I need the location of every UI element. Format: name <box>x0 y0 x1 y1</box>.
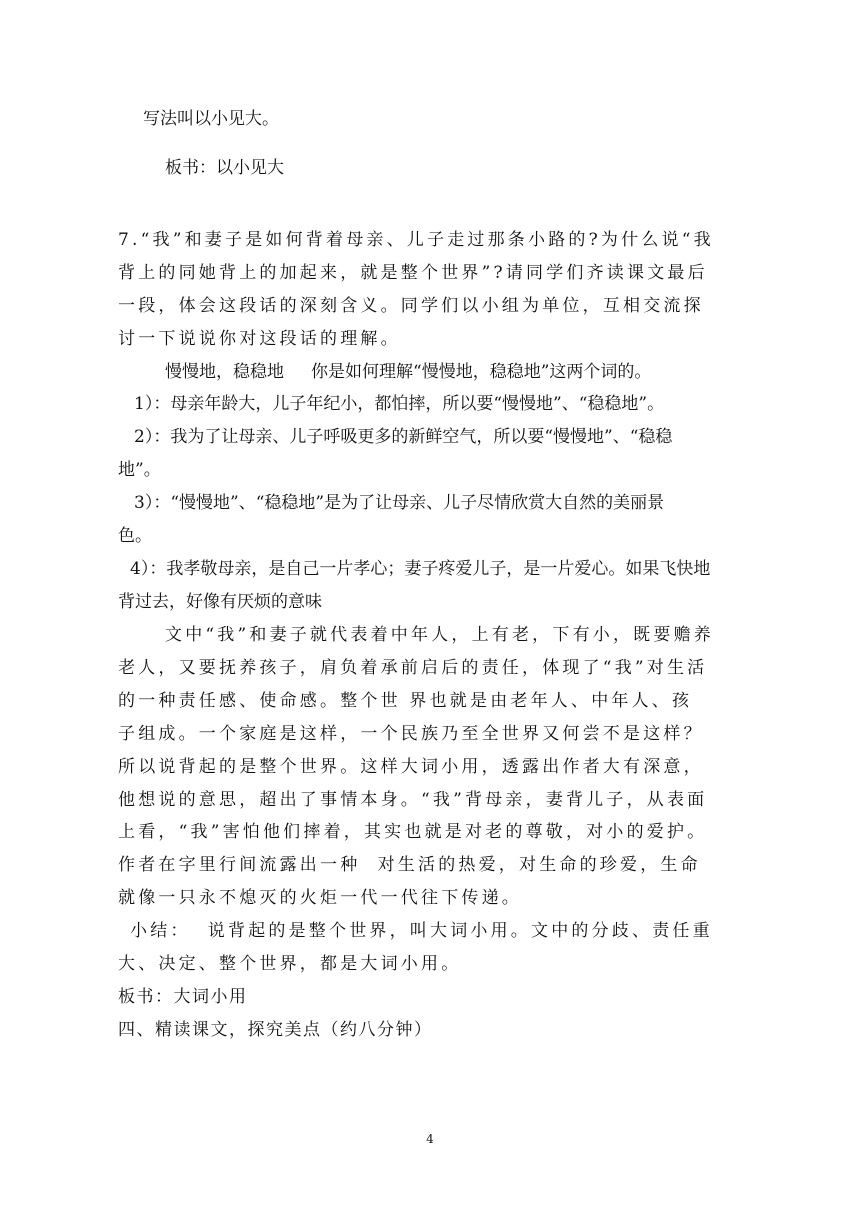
text-line: 上看，“我”害怕他们摔着，其实也就是对老的尊敬，对小的爱护。 <box>118 822 708 842</box>
answer-item-1: 1）：母亲年龄大，儿子年纪小，都怕摔，所以要“慢慢地”、“稳稳地”。 <box>134 394 665 414</box>
text-line: 老人，又要抚养孩子，肩负着承前启后的责任，体现了“我”对生活 <box>118 658 708 678</box>
text-line: 慢慢地，稳稳地 你是如何理解“慢慢地，稳稳地”这两个词的。 <box>165 362 652 382</box>
page-number: 4 <box>426 1132 434 1146</box>
question-7-line: 7.“我”和妻子是如何背着母亲、儿子走过那条小路的?为什么说“我 <box>118 230 714 250</box>
text-line: 背上的同她背上的加起来，就是整个世界”?请同学们齐读课文最后 <box>118 263 708 283</box>
answer-item-4: 4）：我孝敬母亲，是自己一片孝心；妻子疼爱儿子，是一片爱心。如果飞快地 <box>130 559 711 579</box>
text-line: 作者在字里行间流露出一种 对生活的热爱，对生命的珍爱，生命 <box>118 855 701 875</box>
section-heading: 四、精读课文，探究美点（约八分钟） <box>118 1020 433 1040</box>
text-line: 就像一只永不熄灭的火炬一代一代往下传递。 <box>118 888 522 908</box>
summary-line: 小结： 说背起的是整个世界，叫大词小用。文中的分歧、责任重 <box>130 921 713 941</box>
answer-item-2: 2）：我为了让母亲、儿子呼吸更多的新鲜空气，所以要“慢慢地”、“稳稳 <box>134 427 673 447</box>
board-note: 板书：大词小用 <box>118 987 248 1007</box>
text-line: 地”。 <box>118 460 161 480</box>
text-line: 大、决定、整个世界，都是大词小用。 <box>118 954 462 974</box>
text-line: 子组成。一个家庭是这样，一个民族乃至全世界又何尝不是这样？ <box>118 724 704 744</box>
board-note: 板书：以小见大 <box>165 158 284 178</box>
text-line: 他想说的意思，超出了事情本身。“我”背母亲，妻背儿子，从表面 <box>118 790 708 810</box>
text-line: 讨一下说说你对这段话的理解。 <box>118 329 401 349</box>
text-line: 一段，体会这段话的深刻含义。同学们以小组为单位，互相交流探 <box>118 296 704 316</box>
text-line: 所以说背起的是整个世界。这样大词小用，透露出作者大有深意， <box>118 757 704 777</box>
text-line: 文中“我”和妻子就代表着中年人，上有老，下有小，既要赡养 <box>165 625 714 645</box>
answer-item-3: 3）：“慢慢地”、“稳稳地”是为了让母亲、儿子尽情欣赏大自然的美丽景 <box>134 493 665 513</box>
text-line: 的一种责任感、使命感。整个世 界也就是由老年人、中年人、孩 <box>118 691 693 711</box>
text-line: 写法叫以小见大。 <box>143 109 279 129</box>
text-line: 背过去，好像有厌烦的意味 <box>118 592 322 612</box>
text-line: 色。 <box>118 526 152 546</box>
